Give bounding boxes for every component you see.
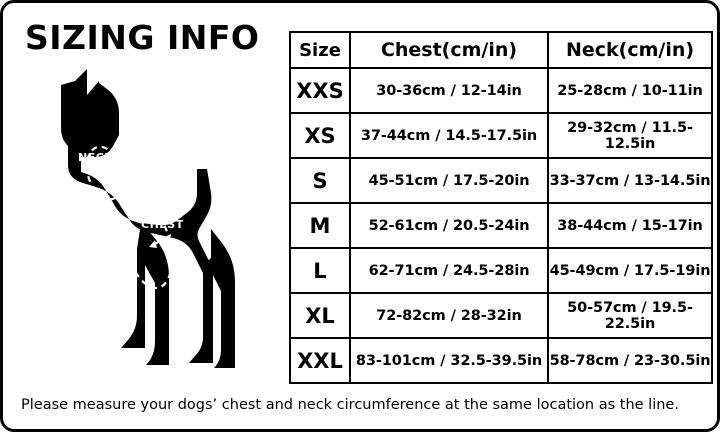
size-table-wrap [289, 31, 711, 384]
cell-chest: 72-82cm / 28-32in [350, 293, 548, 338]
header-size: Size [290, 32, 350, 68]
table-row [290, 158, 712, 203]
page-title: SIZING INFO [25, 18, 260, 57]
table-row [290, 203, 712, 248]
dog-illustration [21, 69, 283, 379]
table-row [290, 68, 712, 113]
card-inner [17, 17, 711, 415]
header-chest: Chest(cm/in) [350, 32, 548, 68]
header-neck: Neck(cm/in) [548, 32, 712, 68]
cell-chest: 37-44cm / 14.5-17.5in [350, 113, 548, 158]
cell-neck: 29-32cm / 11.5-12.5in [548, 113, 712, 158]
size-table-body [290, 68, 712, 383]
cell-chest: 83-101cm / 32.5-39.5in [350, 338, 548, 383]
cell-size: XXL [290, 338, 350, 383]
table-header-row [290, 32, 712, 68]
cell-size: L [290, 248, 350, 293]
cell-size: M [290, 203, 350, 248]
cell-chest: 52-61cm / 20.5-24in [350, 203, 548, 248]
cell-size: XS [290, 113, 350, 158]
cell-neck: 25-28cm / 10-11in [548, 68, 712, 113]
cell-neck: 45-49cm / 17.5-19in [548, 248, 712, 293]
cell-chest: 45-51cm / 17.5-20in [350, 158, 548, 203]
table-row [290, 338, 712, 383]
cell-neck: 33-37cm / 13-14.5in [548, 158, 712, 203]
cell-size: XXS [290, 68, 350, 113]
cell-chest: 62-71cm / 24.5-28in [350, 248, 548, 293]
cell-neck: 50-57cm / 19.5-22.5in [548, 293, 712, 338]
table-row [290, 248, 712, 293]
cell-size: S [290, 158, 350, 203]
left-column [17, 17, 285, 385]
size-table [289, 31, 713, 384]
cell-chest: 30-36cm / 12-14in [350, 68, 548, 113]
cell-size: XL [290, 293, 350, 338]
neck-label: NECK [78, 151, 114, 164]
size-table-head [290, 32, 712, 68]
table-row [290, 293, 712, 338]
cell-neck: 58-78cm / 23-30.5in [548, 338, 712, 383]
footer-note: Please measure your dogs’ chest and neck circumference at the same location as the line. [21, 397, 679, 413]
chest-label: CHEST [141, 218, 184, 231]
cell-neck: 38-44cm / 15-17in [548, 203, 712, 248]
table-row [290, 113, 712, 158]
